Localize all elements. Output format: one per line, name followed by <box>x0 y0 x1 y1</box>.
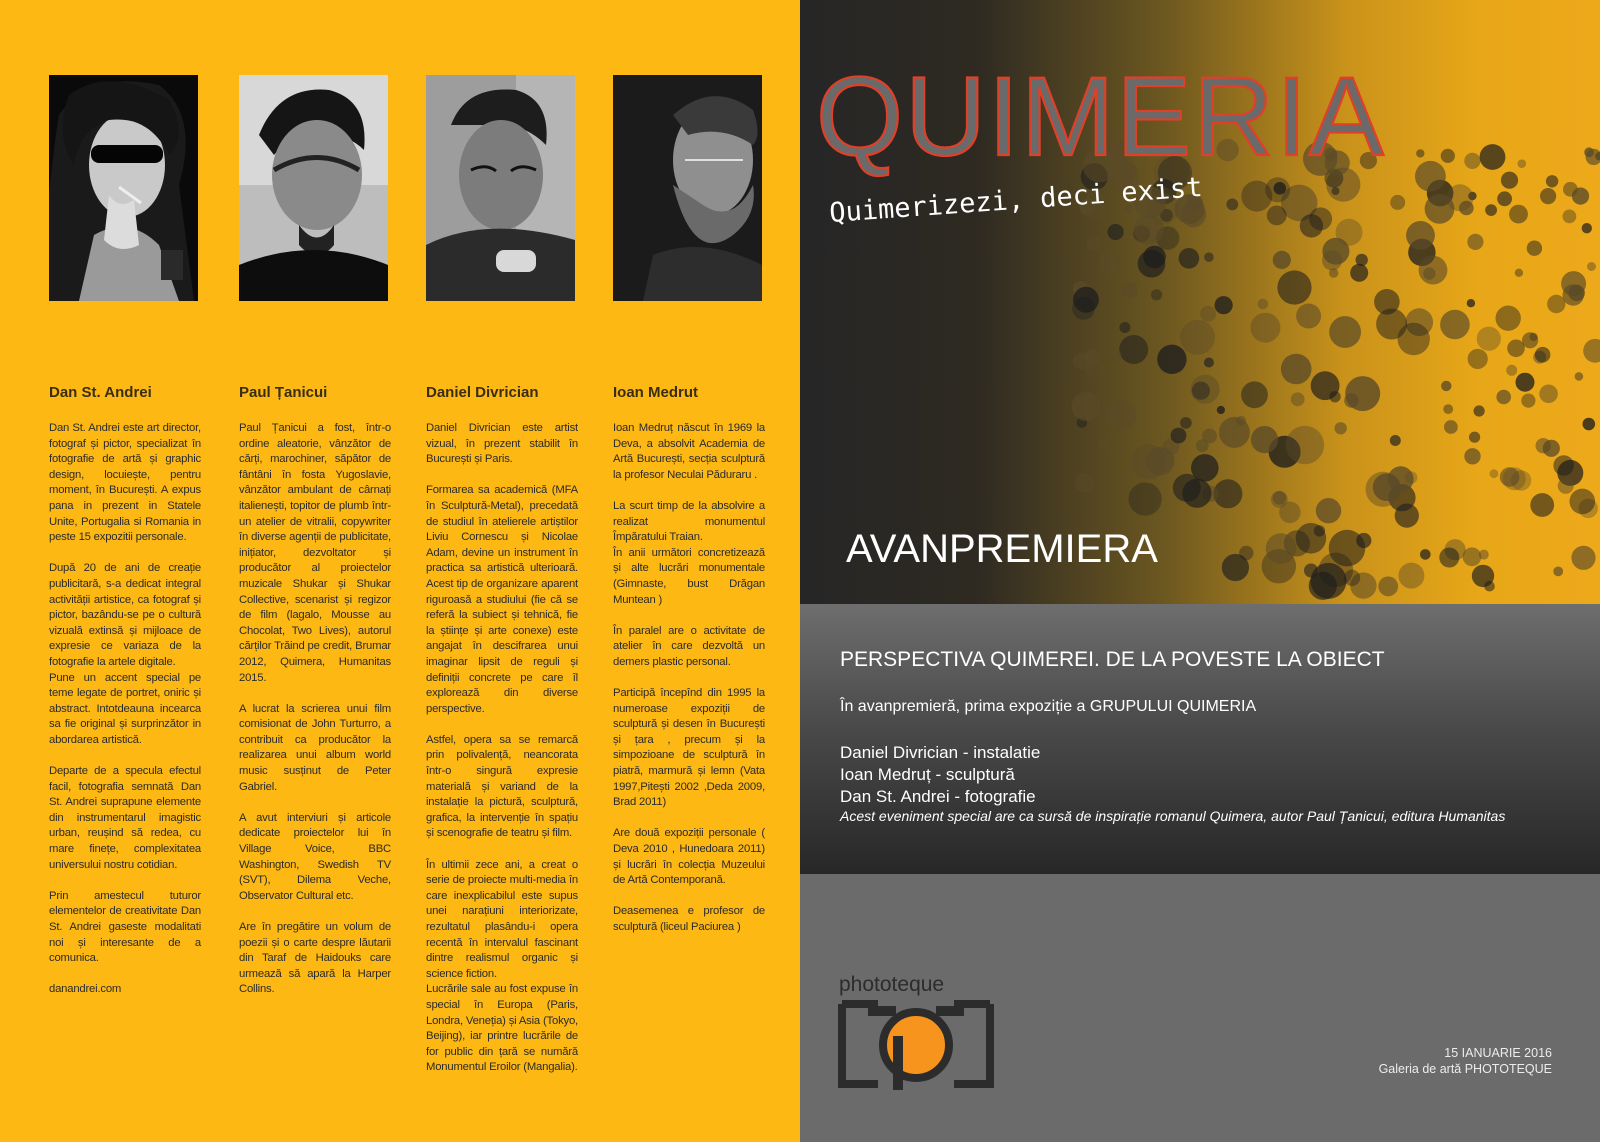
decorative-dot <box>1395 503 1419 527</box>
decorative-dot <box>1335 422 1347 434</box>
decorative-dot <box>1547 295 1565 313</box>
event-subheadline: În avanpremieră, prima expoziție a GRUPULUI QUIMERIA <box>840 698 1257 715</box>
decorative-dot <box>1583 339 1600 363</box>
artist-photo-4 <box>613 75 762 301</box>
decorative-dot <box>1444 420 1458 434</box>
decorative-dot <box>1250 313 1280 343</box>
decorative-dot <box>1570 489 1596 515</box>
decorative-dot <box>1539 385 1558 404</box>
lineup-item: Dan St. Andrei - fotografie <box>840 787 1036 806</box>
decorative-dot <box>1467 299 1475 307</box>
event-date: 15 IANUARIE 2016 <box>1444 1046 1552 1060</box>
quimeria-logo <box>800 0 1600 240</box>
lineup-item: Daniel Divrician - instalatie <box>840 743 1041 762</box>
decorative-dot <box>1204 252 1214 262</box>
decorative-dot <box>1277 270 1311 304</box>
decorative-dot <box>1515 269 1523 277</box>
decorative-dot <box>1344 570 1360 586</box>
artist-bio-4 <box>613 384 765 951</box>
decorative-dot <box>1496 306 1521 331</box>
artist-bio-2 <box>239 384 391 1014</box>
decorative-dot <box>1398 323 1430 355</box>
bio-paragraph: Deasemenea e profesor de sculptură (liceul Paciurea ) <box>613 905 765 933</box>
bio-paragraph: În paralel are o activitate de atelier în care dezvoltă un demers plastic personal. <box>613 624 765 668</box>
lineup-item: Ioan Medruț - sculptură <box>840 765 1015 784</box>
bio-paragraph: Ioan Medruț născut în 1969 la Deva, a absolvit Academia de Artă București, secția sculptură la profesor Neculai Păduraru . <box>613 422 765 481</box>
decorative-dot <box>1575 372 1584 381</box>
decorative-dot <box>1119 335 1148 364</box>
gallery-logo-text: phototeque <box>839 973 945 996</box>
decorative-dot <box>1479 550 1489 560</box>
decorative-dot <box>1266 533 1297 564</box>
decorative-dot <box>1171 428 1187 444</box>
decorative-dot <box>1329 268 1338 277</box>
hero-banner <box>800 0 1600 604</box>
decorative-dot <box>1527 241 1542 256</box>
bio-paragraph: A avut interviuri și articole dedicate proiectelor lui în Village Voice, BBC Washington, Swedish TV (SVT), Dilema Veche, Observator Cultural etc. <box>239 811 391 902</box>
decorative-dot <box>1296 304 1321 329</box>
decorative-dot <box>1516 373 1535 392</box>
decorative-dot <box>1173 474 1201 502</box>
decorative-dot <box>1521 394 1535 408</box>
decorative-dot <box>1105 400 1136 431</box>
decorative-dot <box>1356 533 1371 548</box>
decorative-dot <box>1398 563 1424 589</box>
portrait-photo-paul-tanicui <box>239 75 388 301</box>
decorative-dot <box>1291 392 1305 406</box>
decorative-dot <box>1345 376 1380 411</box>
decorative-dot <box>1311 371 1340 400</box>
decorative-dot <box>1583 418 1596 431</box>
bio-paragraph: Astfel, opera sa se remarcă prin polivalență, neancorata într-o singură expresie materială și variand de la instalație la pictură, sculptură, grafica, la intervenție în spațiu și scenografie de teatru și film. <box>426 733 578 840</box>
bio-paragraph: Formarea sa academică (MFA în Sculptură-Metal), precedată de studiul în atelierele artiștilor Liviu Cornescu și Nicolae Adam, devine un instrument în practica sa artistică ulterioară. Acest tip de organizare aparent riguroasă a studiului (fie că se referă la subiect și tehnică, fie la științe și arte conexe) este angajat în descifrarea unui imaginar lipsit de reguli și definiții concrete pe care îl explorează din diverse perspective. <box>426 484 578 715</box>
bio-paragraph: Are două expoziții personale ( Deva 2010 , Hunedoara 2011) și lucrări în colecția Muzeului de Artă Contemporană. <box>613 827 765 887</box>
decorative-dot <box>1281 354 1312 385</box>
decorative-dot <box>1477 327 1501 351</box>
decorative-dot <box>1440 310 1470 340</box>
artist-photo-1 <box>49 75 198 301</box>
portrait-photo-ioan-medrut <box>613 75 762 301</box>
tagline: Quimerizezi, deci exist <box>828 171 1204 229</box>
decorative-dot <box>1439 548 1459 568</box>
decorative-dot <box>1350 264 1368 282</box>
decorative-dot <box>1179 248 1200 269</box>
decorative-dot <box>1271 491 1288 508</box>
footer-panel <box>800 874 1600 1142</box>
decorative-dot <box>1474 405 1485 416</box>
bio-paragraph: În anii următori concretizează și alte lucrări monumentale (Gimnaste, bust Drăgan Muntean ) <box>613 546 765 606</box>
bio-paragraph: Dan St. Andrei este art director, fotograf și pictor, specializat în fotografie de artă și graphic design, locuiește, pentru moment, în București. A expus pana in prezent in Statele Unite, Portugalia si Romania in peste 15 expozitii personale. <box>49 422 201 544</box>
decorative-dot <box>1388 466 1414 492</box>
decorative-dot <box>1374 289 1400 315</box>
decorative-dot <box>1286 426 1324 464</box>
decorative-dot <box>1536 438 1551 453</box>
decorative-dot <box>1131 444 1166 479</box>
decorative-dot <box>1378 576 1398 596</box>
artist-bio-3 <box>426 384 578 1092</box>
decorative-dot <box>1073 287 1099 313</box>
decorative-dot <box>1241 381 1268 408</box>
bio-paragraph: Paul Țanicui a fost, într-o ordine aleatorie, vânzător de cărți, marochiner, săpător de fântâni în fosta Yugoslavie, vânzător ambulant de cârnați italienești, topitor de plumb într-un atelier de vitralii, copywriter în diverse agenții de publicitate, inițiator, dezvoltator și producător al proiectelor muzicale Shukar și Shukar Collective, scenarist și regizor de film (lagalo, Mousse au Chocolat, Two Lives), autorul cărților Trăind pe credit, Brumar 2012, Quimera, Humanitas 2015. <box>239 422 391 684</box>
decorative-dot <box>1496 390 1511 405</box>
avanpremiera-title: AVANPREMIERA <box>846 527 1158 571</box>
bio-paragraph: În ultimii zece ani, a creat o serie de proiecte multi-media în care inexplicabilul este supus unei narațiuni interiorizate, rezultatul plasându-i opera recentă în intervalul fascinant dintre realismul organic și science fiction. <box>426 858 578 980</box>
portrait-photo-daniel-divrician <box>426 75 575 301</box>
decorative-dot <box>1200 306 1216 322</box>
decorative-dot <box>1507 340 1525 358</box>
decorative-dot <box>1441 381 1451 391</box>
decorative-dot <box>1129 482 1162 515</box>
event-headline: PERSPECTIVA QUIMEREI. DE LA POVESTE LA OBIECT <box>840 648 1385 671</box>
decorative-dot <box>1490 469 1499 478</box>
decorative-dot <box>1204 358 1214 368</box>
decorative-dot <box>1180 417 1192 429</box>
decorative-dot <box>1219 417 1250 448</box>
event-note: Acest eveniment special are ca sursă de inspirație romanul Quimera, autor Paul Țanicui, editura Humanitas <box>840 808 1506 824</box>
decorative-dot <box>1563 284 1584 305</box>
bio-paragraph: Lucrările sale au fost expuse în special în Europa (Paris, Londra, Veneția) și Asia (Tokyo, Beijing), iar printre lucrările de for public din țară se numără Monumentul Eroilor (Mangalia). <box>426 983 578 1074</box>
decorative-dot <box>1443 404 1453 414</box>
decorative-dot <box>1273 251 1291 269</box>
artist-name: Paul Țanicui <box>239 384 328 401</box>
decorative-dot <box>1180 320 1215 355</box>
decorative-dot <box>1239 546 1253 560</box>
website-link[interactable]: danandrei.com <box>49 983 122 996</box>
decorative-dot <box>1251 426 1278 453</box>
decorative-dot <box>1420 549 1431 560</box>
bio-paragraph: După 20 de ani de creație publicitară, s-a dedicat integral activității artistice, ca fotograf și pictor, bazându-se pe o cultură vizuală extinsă și mijloace de expresie ce variaza de la fotografie la artele digitale. <box>49 562 201 668</box>
artist-name: Daniel Divrician <box>426 384 539 401</box>
decorative-dot <box>1558 478 1574 494</box>
decorative-dot <box>1143 246 1166 269</box>
artist-photo-3 <box>426 75 575 301</box>
bio-paragraph: Are în pregătire un volum de poezii și o carte despre lăutarii din Taraf de Haidouks care urmează să apară la Harper Collins. <box>239 921 391 996</box>
decorative-dot <box>1419 256 1448 285</box>
decorative-dot <box>1553 567 1563 577</box>
decorative-dot <box>1075 473 1094 492</box>
decorative-dot <box>1073 352 1090 369</box>
decorative-dot <box>1469 432 1480 443</box>
event-venue: Galeria de artă PHOTOTEQUE <box>1378 1062 1552 1076</box>
decorative-dot <box>1464 448 1480 464</box>
decorative-dot <box>1530 493 1554 517</box>
decorative-dot <box>1390 435 1401 446</box>
bio-paragraph: Participă începînd din 1995 la numeroase expoziții de sculptură și desen în București și țara , precum și la simpozioane de sculptură în piatră, marmură și lemn (Vata 1997,Pitești 2002 ,Deda 2009, Brad 2011) <box>613 687 765 809</box>
decorative-dot <box>1329 316 1361 348</box>
bio-paragraph: Pune un accent special pe teme legate de portret, oniric și abstract. Intotdeauna incearca sa fie original și surprinzător in abordarea artistică. <box>49 671 201 746</box>
portrait-photo-dan-st-andrei <box>49 75 198 301</box>
decorative-dot <box>1202 429 1217 444</box>
decorative-dot <box>1571 546 1595 570</box>
artist-name: Ioan Medrut <box>613 384 698 401</box>
decorative-dot <box>1151 289 1162 300</box>
artist-bio-1 <box>49 384 201 1014</box>
decorative-dot <box>1119 322 1130 333</box>
decorative-dot <box>1072 392 1101 421</box>
logo-text: QUIMERIA <box>816 54 1386 179</box>
decorative-dot <box>1110 349 1122 361</box>
decorative-dot <box>1316 498 1341 523</box>
decorative-dot <box>1535 347 1551 363</box>
decorative-dot <box>1122 282 1138 298</box>
decorative-dot <box>1099 252 1120 273</box>
decorative-dot <box>1587 262 1596 271</box>
decorative-dot <box>1157 345 1186 374</box>
bio-paragraph: A lucrat la scrierea unui film comisionat de John Turturro, a contribuit ca producător la realizarea unui album world music susținut de Peter Gabriel. <box>239 702 391 793</box>
artist-photo-2 <box>239 75 388 301</box>
event-info-panel <box>800 604 1600 874</box>
decorative-dot <box>1258 299 1269 310</box>
decorative-dot <box>1098 437 1111 450</box>
decorative-dot <box>1506 365 1517 376</box>
phototeque-camera-logo-icon <box>838 998 998 1098</box>
decorative-dot <box>1217 406 1225 414</box>
decorative-dot <box>1468 349 1488 369</box>
decorative-dot <box>1215 296 1233 314</box>
bio-paragraph: La scurt timp de la absolvire a realizat monumentul Împăratului Traian. <box>613 499 765 544</box>
bio-paragraph: Prin amestecul tuturor elementelor de creativitate Dan St. Andrei gaseste modalitati noi și interesante de a comunica. <box>49 889 201 965</box>
decorative-dot <box>1356 254 1368 266</box>
decorative-dot <box>1314 525 1325 536</box>
decorative-dot <box>1472 565 1494 587</box>
decorative-dot <box>1503 467 1526 490</box>
decorative-dot <box>1522 332 1538 348</box>
bio-paragraph: Departe de a specula efectul facil, fotografia semnată Dan St. Andrei suprapune elemente din instrumentarul imagistic urban, reușind să redea, cu mare finețe, complexitatea universului nostru cotidian. <box>49 765 201 871</box>
right-panel <box>800 0 1600 1142</box>
artist-name: Dan St. Andrei <box>49 384 152 401</box>
bio-paragraph: Daniel Divrician este artist vizual, în prezent stabilit în București și Paris. <box>426 422 578 466</box>
decorative-dot <box>1191 375 1220 404</box>
